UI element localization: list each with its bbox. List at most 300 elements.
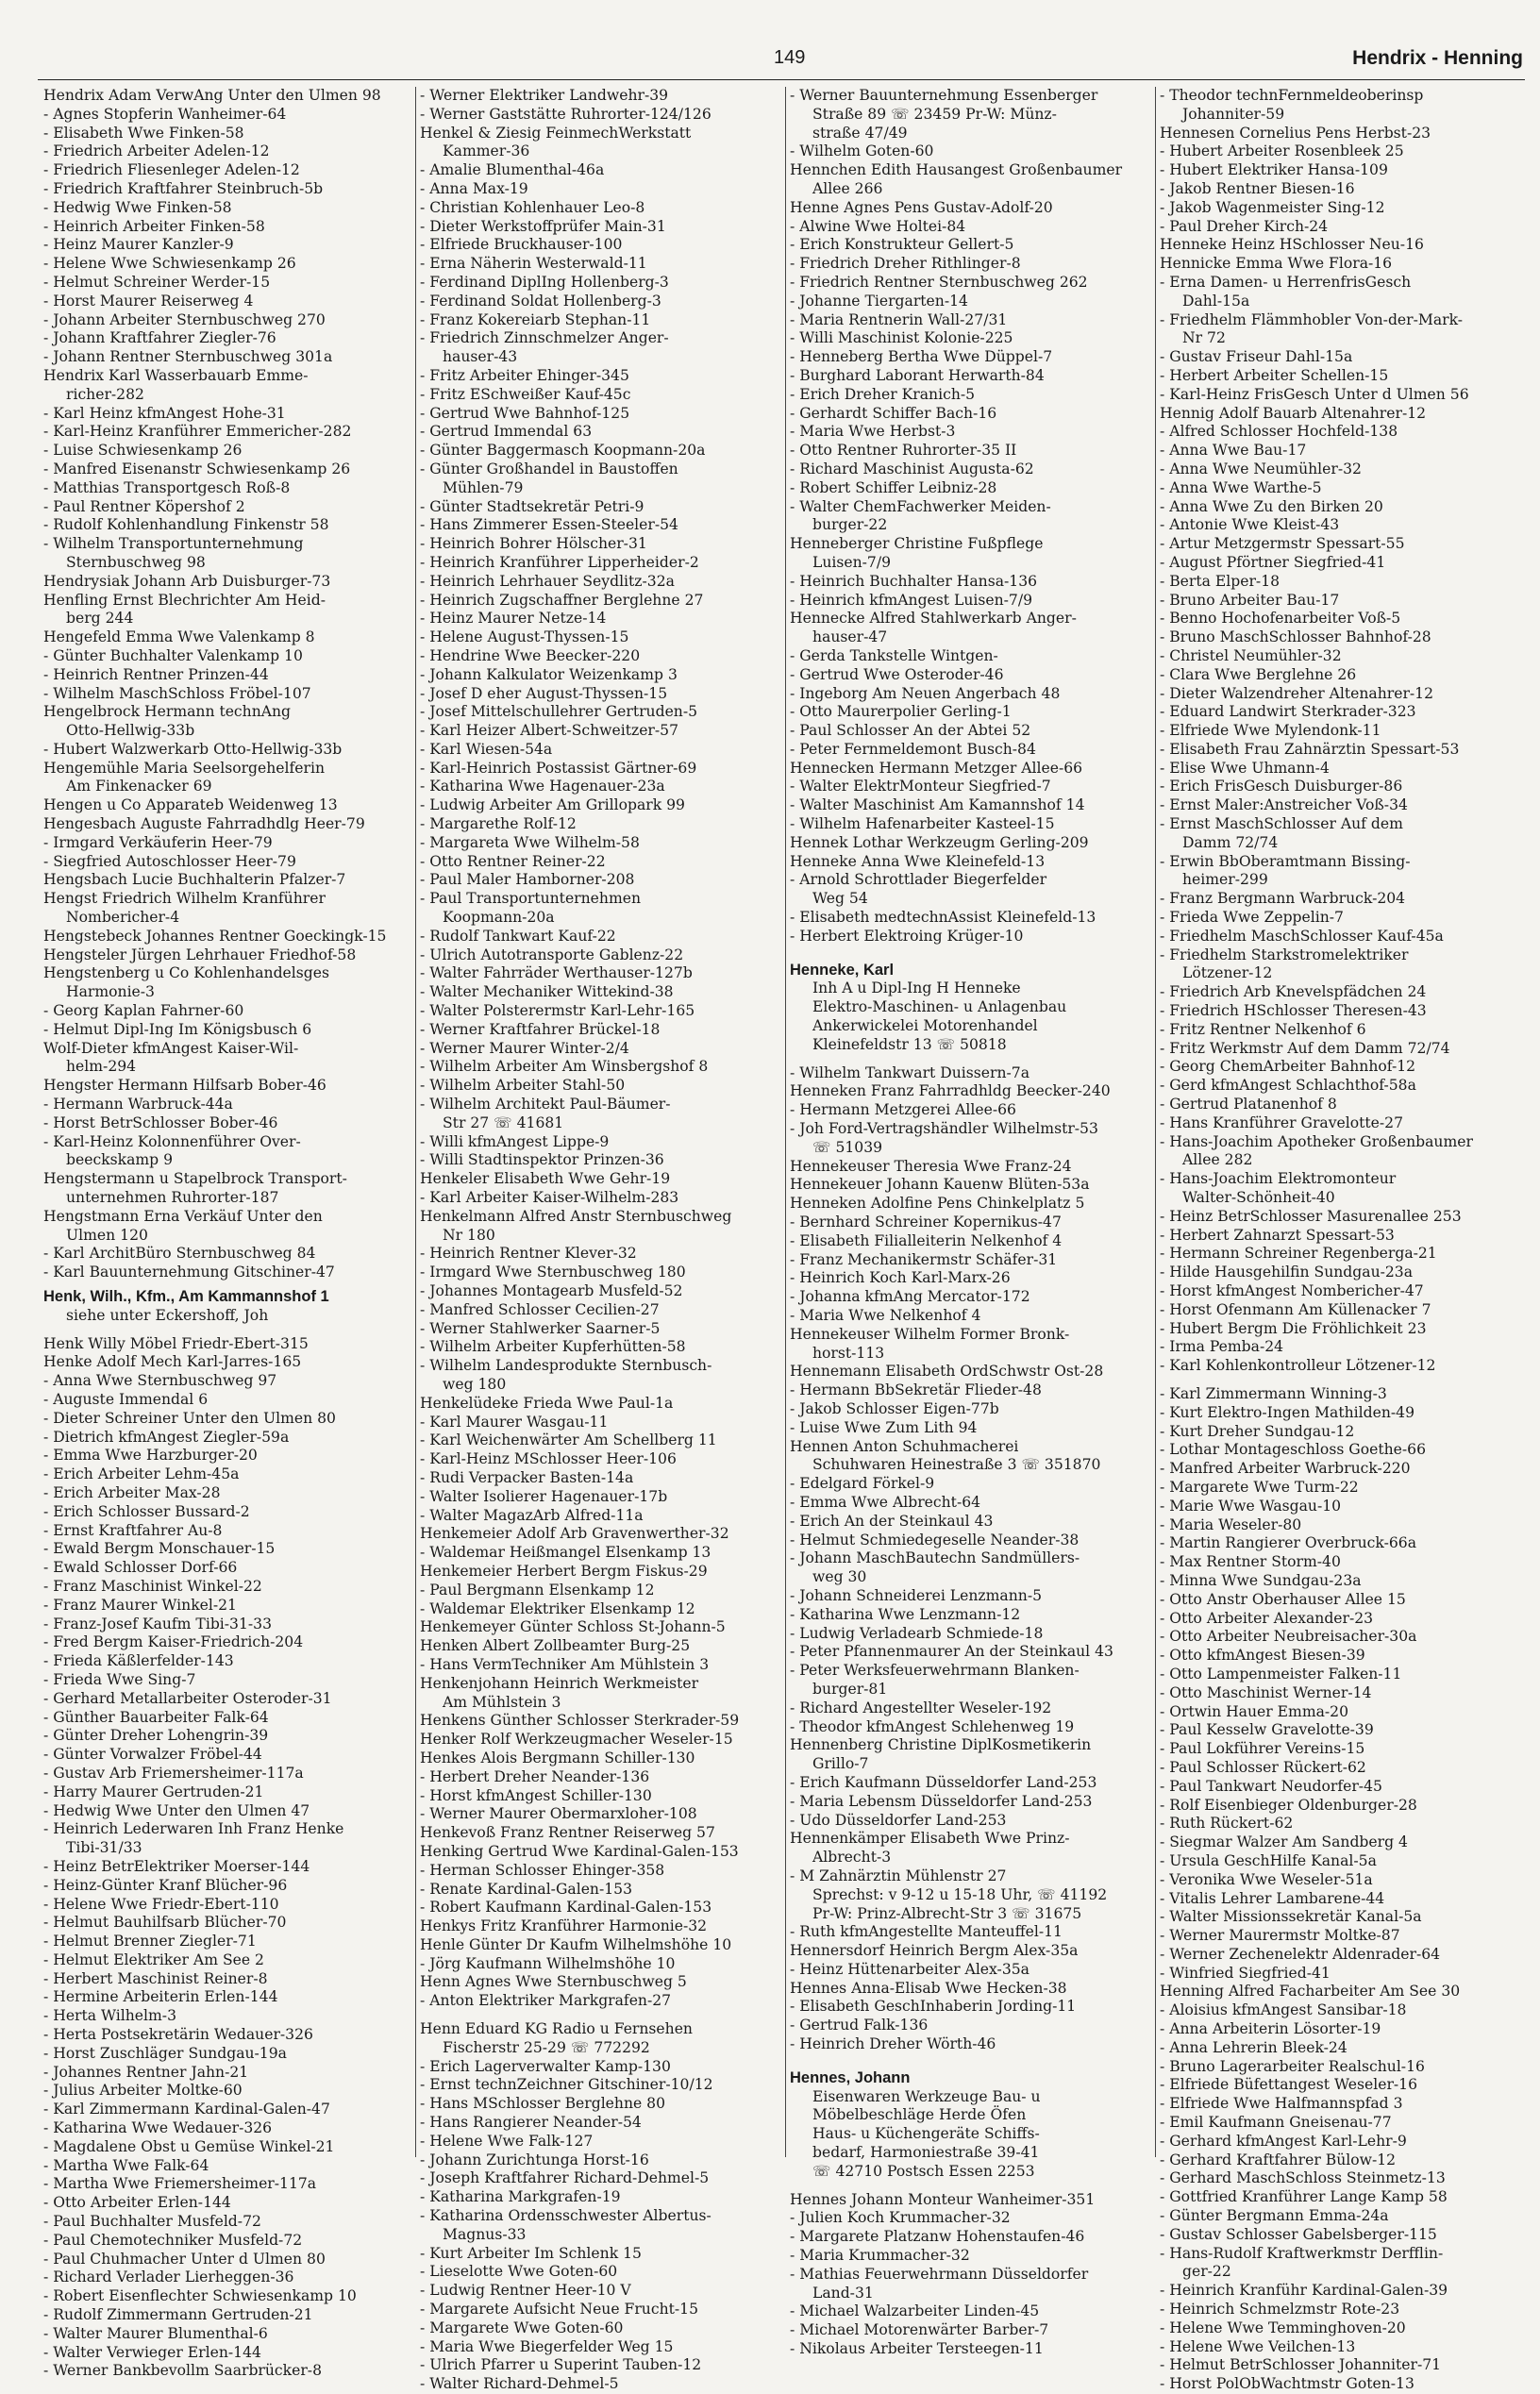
entry-continuation: Allee 282 (1182, 1151, 1253, 1169)
directory-entry: Henneken Franz Fahrradhldg Beecker-240 (790, 1082, 1111, 1100)
directory-entry: - Johann Zurichtunga Horst-16 (420, 2151, 649, 2168)
directory-entry: - Manfred Arbeiter Warbruck-220 (1160, 1460, 1411, 1478)
directory-entry: - Julien Koch Krummacher-32 (790, 2209, 1011, 2227)
directory-entry: - Siegmar Walzer Am Sandberg 4 (1160, 1833, 1408, 1851)
directory-entry: - Elfriede Büfettangest Weseler-16 (1160, 2076, 1418, 2094)
directory-entry: - Helene August-Thyssen-15 (420, 628, 629, 646)
entry-continuation: Pr-W: Prinz-Albrecht-Str 3 ☏ 31675 (812, 1904, 1082, 1922)
directory-entry: Hengsbach Lucie Buchhalterin Pfalzer-7 (43, 871, 346, 889)
directory-entry: Hennecken Hermann Metzger Allee-66 (790, 759, 1083, 777)
directory-entry: Henkys Fritz Kranführer Harmonie-32 (420, 1917, 708, 1935)
directory-entry: - Gerhard MaschSchloss Steinmetz-13 (1160, 2169, 1446, 2187)
directory-entry: - Heinrich Buchhalter Hansa-136 (790, 572, 1038, 590)
directory-entry: - Peter Pfannenmaurer An der Steinkaul 43 (790, 1643, 1113, 1661)
directory-entry: - Dieter Walzendreher Altenahrer-12 (1160, 684, 1434, 702)
directory-entry: - Maria Lebensm Düsseldorfer Land-253 (790, 1792, 1093, 1810)
directory-entry: - Renate Kardinal-Galen-153 (420, 1880, 632, 1898)
entry-continuation: richer-282 (66, 385, 144, 403)
entry-continuation: Eisenwaren Werkzeuge Bau- u (812, 2087, 1041, 2105)
directory-entry: - Werner Kraftfahrer Brückel-18 (420, 1020, 661, 1038)
directory-entry: - Clara Wwe Berglehne 26 (1160, 665, 1357, 683)
directory-entry: - Hermann BbSekretär Flieder-48 (790, 1381, 1042, 1399)
directory-entry: - Walter Mechaniker Wittekind-38 (420, 983, 674, 1001)
directory-entry: - Emma Wwe Harzburger-20 (43, 1447, 258, 1465)
directory-entry: - Heinrich Zugschaffner Berglehne 27 (420, 591, 704, 609)
directory-entry: Henkel & Ziesig FeinmechWerkstatt (420, 124, 692, 142)
directory-entry: - Wilhelm Tankwart Duissern-7a (790, 1063, 1030, 1081)
directory-entry: - Peter Fernmeldemont Busch-84 (790, 740, 1036, 758)
directory-entry: - Johanne Tiergarten-14 (790, 292, 968, 310)
directory-entry: - Willi Maschinist Kolonie-225 (790, 329, 1013, 347)
entry-continuation: Johanniter-59 (1182, 105, 1285, 123)
entry-spacer (43, 1326, 410, 1335)
directory-entry: - Walter Missionssekretär Kanal-5a (1160, 1908, 1422, 1926)
entry-spacer (790, 1055, 1156, 1064)
entry-continuation: Am Finkenacker 69 (66, 778, 212, 795)
directory-column-4 (1155, 87, 1530, 2393)
directory-entry: - Wilhelm Arbeiter Am Winsbergshof 8 (420, 1058, 709, 1076)
entry-continuation: Mühlen-79 (443, 478, 524, 496)
entry-continuation: Str 27 ☏ 41681 (443, 1113, 564, 1131)
directory-entry: - Günter Baggermasch Koopmann-20a (420, 442, 706, 460)
directory-entry: - Wilhelm Landesprodukte Sternbusch- (420, 1357, 712, 1375)
entry-continuation: berg 244 (66, 610, 134, 628)
directory-entry: - Kurt Elektro-Ingen Mathilden-49 (1160, 1403, 1415, 1421)
directory-entry: - Heinz Maurer Kanzler-9 (43, 236, 234, 254)
directory-entry: - Paul Transportunternehmen (420, 890, 641, 908)
directory-entry: - Günter Buchhalter Valenkamp 10 (43, 646, 303, 664)
directory-entry: - Gerhard Metallarbeiter Osteroder-31 (43, 1689, 332, 1707)
directory-entry: - Margarete Aufsicht Neue Frucht-15 (420, 2301, 698, 2319)
directory-entry: - Johannes Montagearb Musfeld-52 (420, 1282, 683, 1299)
directory-entry: Henneken Adolfine Pens Chinkelplatz 5 (790, 1195, 1085, 1213)
directory-entry: - Heinrich Dreher Wörth-46 (790, 2035, 996, 2053)
directory-entry: - Anna Max-19 (420, 179, 528, 197)
directory-entry: - Elisabeth Filialleiterin Nelkenhof 4 (790, 1231, 1063, 1249)
directory-entry: - Waldemar Heißmangel Elsenkamp 13 (420, 1544, 711, 1562)
directory-entry: Henk Willy Möbel Friedr-Ebert-315 (43, 1334, 309, 1352)
directory-entry: Henle Günter Dr Kaufm Wilhelmshöhe 10 (420, 1935, 732, 1953)
entry-continuation: burger-81 (812, 1680, 888, 1698)
entry-continuation: Koopmann-20a (443, 909, 555, 927)
boxed-entry-heading: Hennes, Johann (790, 2068, 911, 2086)
directory-entry: Hennig Adolf Bauarb Altenahrer-12 (1160, 404, 1427, 422)
directory-entry: - Gerhardt Schiffer Bach-16 (790, 404, 997, 422)
directory-entry: - Anna Lehrerin Bleek-24 (1160, 2038, 1348, 2056)
entry-continuation: siehe unter Eckershoff, Joh (66, 1306, 269, 1324)
directory-entry: - Aloisius kfmAngest Sansibar-18 (1160, 2001, 1407, 2019)
directory-entry: - Katharina Wwe Hagenauer-23a (420, 778, 665, 795)
directory-entry: - Josef D eher August-Thyssen-15 (420, 684, 668, 702)
directory-entry: - Frieda Wwe Sing-7 (43, 1670, 196, 1688)
directory-entry: - Herbert Dreher Neander-136 (420, 1767, 650, 1785)
directory-entry: - Elfriede Wwe Halfmannspfad 3 (1160, 2095, 1403, 2113)
directory-entry: - Alwine Wwe Holtei-84 (790, 217, 966, 235)
entry-continuation: Harmonie-3 (66, 983, 155, 1001)
directory-entry: - Mathias Feuerwehrmann Düsseldorfer (790, 2265, 1089, 2283)
directory-entry: - Bruno Arbeiter Bau-17 (1160, 591, 1340, 609)
directory-entry: - Horst PolObWachtmstr Goten-13 (1160, 2375, 1414, 2393)
directory-entry: - Paul Lokführer Vereins-15 (1160, 1740, 1365, 1758)
directory-entry: - Walter Richard-Dehmel-5 (420, 2375, 619, 2393)
directory-entry: - Karl Maurer Wasgau-11 (420, 1413, 609, 1431)
directory-entry: - Elfriede Wwe Mylendonk-11 (1160, 722, 1381, 740)
directory-entry: Henkeler Elisabeth Wwe Gehr-19 (420, 1170, 671, 1188)
directory-entry: - Gustav Friseur Dahl-15a (1160, 348, 1353, 366)
entry-continuation: unternehmen Ruhrorter-187 (66, 1189, 279, 1207)
directory-entry: - Richard Maschinist Augusta-62 (790, 460, 1034, 477)
directory-entry: - Willi Stadtinspektor Prinzen-36 (420, 1151, 664, 1169)
directory-entry: - Hans Kranführer Gravelotte-27 (1160, 1113, 1404, 1131)
directory-entry: - Max Rentner Storm-40 (1160, 1553, 1341, 1571)
directory-entry: - Werner Maurermstr Moltke-87 (1160, 1927, 1400, 1945)
entry-continuation: horst-113 (812, 1344, 885, 1362)
entry-spacer (420, 2011, 784, 2020)
directory-entry: - Julius Arbeiter Moltke-60 (43, 2082, 243, 2100)
directory-entry: Hennes Anna-Elisab Wwe Hecken-38 (790, 1979, 1067, 1997)
directory-entry: - Rolf Eisenbieger Oldenburger-28 (1160, 1796, 1417, 1814)
directory-entry: - Werner Maurer Obermarxloher-108 (420, 1805, 697, 1823)
directory-entry: - Ruth kfmAngestellte Manteuffel-11 (790, 1923, 1063, 1941)
directory-entry: - Walter MagazArb Alfred-11a (420, 1506, 644, 1524)
directory-entry: - Auguste Immendal 6 (43, 1390, 209, 1408)
directory-entry: - Hermann Schreiner Regenberga-21 (1160, 1245, 1437, 1263)
directory-entry: - Luise Wwe Zum Lith 94 (790, 1418, 978, 1436)
directory-entry: - Jakob Rentner Biesen-16 (1160, 179, 1355, 197)
directory-entry: - Ewald Schlosser Dorf-66 (43, 1559, 238, 1577)
directory-entry: - Friedrich Arb Knevelspfädchen 24 (1160, 983, 1427, 1001)
directory-entry: - Jörg Kaufmann Wilhelmshöhe 10 (420, 1954, 676, 1972)
directory-entry: - Anna Wwe Bau-17 (1160, 442, 1307, 460)
directory-entry: - Dieter Werkstoffprüfer Main-31 (420, 217, 666, 235)
directory-entry: - Harry Maurer Gertruden-21 (43, 1783, 264, 1800)
directory-entry: - Henneberg Bertha Wwe Düppel-7 (790, 348, 1053, 366)
directory-entry: - Jakob Wagenmeister Sing-12 (1160, 198, 1385, 216)
directory-entry: Henkelmann Alfred Anstr Sternbuschweg (420, 1207, 732, 1225)
directory-entry: Hendrix Karl Wasserbauarb Emme- (43, 366, 309, 384)
directory-entry: - Hedwig Wwe Finken-58 (43, 198, 232, 216)
directory-entry: - Benno Hochofenarbeiter Voß-5 (1160, 610, 1401, 628)
directory-entry: - Helmut Schreiner Werder-15 (43, 273, 271, 291)
directory-entry: - Heinrich Bohrer Hölscher-31 (420, 535, 647, 553)
directory-entry: - Margarete Wwe Goten-60 (420, 2319, 624, 2336)
directory-entry: - Alfred Schlosser Hochfeld-138 (1160, 423, 1398, 441)
directory-entry: - Fritz Rentner Nelkenhof 6 (1160, 1020, 1366, 1038)
directory-entry: Hennchen Edith Hausangest Großenbaumer (790, 161, 1123, 179)
directory-entry: - Karl Bauunternehmung Gitschiner-47 (43, 1264, 335, 1281)
entry-continuation: Straße 89 ☏ 23459 Pr-W: Münz- (812, 105, 1057, 123)
directory-entry: - Heinz Maurer Netze-14 (420, 610, 607, 628)
directory-entry: - Erich Kaufmann Düsseldorfer Land-253 (790, 1773, 1097, 1791)
directory-entry: Hengsteler Jürgen Lehrhauer Friedhof-58 (43, 946, 357, 963)
directory-entry: - Helene Wwe Veilchen-13 (1160, 2337, 1356, 2355)
directory-entry: - Otto Rentner Reiner-22 (420, 852, 606, 870)
directory-entry: - Erich Konstrukteur Gellert-5 (790, 236, 1014, 254)
directory-entry: - Fritz Werkmstr Auf dem Damm 72/74 (1160, 1039, 1450, 1057)
directory-entry: - Irma Pemba-24 (1160, 1338, 1284, 1356)
directory-entry: - Walter ElektrMonteur Siegfried-7 (790, 778, 1051, 795)
directory-entry: Henfling Ernst Blechrichter Am Heid- (43, 591, 326, 609)
directory-entry: - Johann Arbeiter Sternbuschweg 270 (43, 310, 326, 328)
directory-entry: - Ernst Kraftfahrer Au-8 (43, 1521, 223, 1539)
entry-continuation: Am Mühlstein 3 (443, 1693, 561, 1711)
directory-entry: - Ingeborg Am Neuen Angerbach 48 (790, 684, 1061, 702)
page-number: 149 (774, 47, 806, 68)
directory-entry: - Karl ArchitBüro Sternbuschweg 84 (43, 1245, 316, 1263)
directory-entry: - Fritz Arbeiter Ehinger-345 (420, 366, 629, 384)
directory-entry: - Paul Chuhmacher Unter d Ulmen 80 (43, 2250, 326, 2268)
directory-entry: - Ulrich Autotransporte Gablenz-22 (420, 946, 684, 963)
directory-entry: - Horst Ofenmann Am Küllenacker 7 (1160, 1300, 1431, 1318)
directory-entry: Hennicke Emma Wwe Flora-16 (1160, 255, 1393, 273)
directory-entry: - Edelgard Förkel-9 (790, 1475, 935, 1493)
directory-entry: - Anton Elektriker Markgrafen-27 (420, 1992, 672, 2010)
directory-entry: - Marie Wwe Wasgau-10 (1160, 1497, 1342, 1515)
directory-entry: - Johannes Rentner Jahn-21 (43, 2063, 249, 2081)
directory-entry: - Ulrich Pfarrer u Superint Tauben-12 (420, 2356, 702, 2374)
directory-entry: - Paul Schlosser An der Abtei 52 (790, 722, 1031, 740)
directory-entry: - Hendrine Wwe Beecker-220 (420, 646, 641, 664)
directory-entry: - Karl Heinz kfmAngest Hohe-31 (43, 404, 286, 422)
directory-entry: - Hans-Joachim Elektromonteur (1160, 1170, 1397, 1188)
directory-entry: - Franz Maschinist Winkel-22 (43, 1577, 262, 1595)
entry-continuation: Ankerwickelei Motorenhandel (812, 1017, 1038, 1035)
directory-entry: - Joseph Kraftfahrer Richard-Dehmel-5 (420, 2169, 710, 2187)
directory-entry: - Johann Kraftfahrer Ziegler-76 (43, 329, 276, 347)
directory-entry: Hengstmann Erna Verkäuf Unter den (43, 1207, 323, 1225)
entry-continuation: beeckskamp 9 (66, 1151, 174, 1169)
directory-entry: - Michael Walzarbeiter Linden-45 (790, 2302, 1040, 2320)
directory-entry: - Ortwin Hauer Emma-20 (1160, 1702, 1349, 1720)
directory-entry: - Johann MaschBautechn Sandmüllers- (790, 1549, 1080, 1567)
directory-entry: Henke Adolf Mech Karl-Jarres-165 (43, 1353, 302, 1371)
directory-entry: - Frieda Käßlerfelder-143 (43, 1652, 234, 1670)
directory-entry: - Anna Wwe Sternbuschweg 97 (43, 1372, 277, 1390)
directory-entry: - Helmut BetrSchlosser Johanniter-71 (1160, 2356, 1442, 2374)
directory-entry: - Werner Gaststätte Ruhrorter-124/126 (420, 105, 711, 123)
directory-entry: - Hermann Warbruck-44a (43, 1096, 233, 1113)
entry-continuation: Fischerstr 25-29 ☏ 772292 (443, 2038, 650, 2056)
directory-entry: - Gustav Arb Friemersheimer-117a (43, 1764, 304, 1782)
directory-entry: - Gertrud Falk-136 (790, 2017, 929, 2034)
directory-entry: - Gustav Schlosser Gabelsberger-115 (1160, 2225, 1437, 2243)
directory-entry: - Berta Elper-18 (1160, 572, 1281, 590)
directory-entry: - Karl-Heinz MSchlosser Heer-106 (420, 1450, 677, 1468)
directory-entry: - Herbert Zahnarzt Spessart-53 (1160, 1226, 1395, 1244)
directory-entry: - Paul Tankwart Neudorfer-45 (1160, 1777, 1382, 1795)
directory-entry: - Paul Buchhalter Musfeld-72 (43, 2213, 261, 2231)
directory-entry: Henneke Heinz HSchlosser Neu-16 (1160, 236, 1424, 254)
entry-continuation: weg 180 (443, 1375, 507, 1393)
directory-entry: - Otto kfmAngest Biesen-39 (1160, 1647, 1365, 1665)
entry-spacer (790, 2054, 1156, 2064)
entry-continuation: ☏ 42710 Postsch Essen 2253 (812, 2162, 1035, 2180)
directory-entry: - Manfred Eisenanstr Schwiesenkamp 26 (43, 460, 351, 477)
directory-entry: Hengelbrock Hermann technAng (43, 703, 292, 721)
directory-entry: - Karl-Heinrich Postassist Gärtner-69 (420, 759, 697, 777)
directory-entry: - Helene Wwe Falk-127 (420, 2132, 594, 2150)
directory-entry: - Maria Wwe Herbst-3 (790, 423, 956, 441)
directory-column-2 (415, 87, 784, 2393)
directory-entry: - Gerd kfmAngest Schlachthof-58a (1160, 1077, 1416, 1095)
directory-entry: - Erna Damen- u HerrenfrisGesch (1160, 273, 1412, 291)
directory-entry: Henkemeier Adolf Arb Gravenwerther-32 (420, 1525, 729, 1543)
directory-entry: - Walter Isolierer Hagenauer-17b (420, 1487, 668, 1505)
entry-continuation: ger-22 (1182, 2263, 1231, 2281)
directory-entry: - Helmut Elektriker Am See 2 (43, 1950, 264, 1968)
directory-entry: - Heinz BetrElektriker Moerser-144 (43, 1857, 310, 1875)
directory-entry: Hengster Hermann Hilfsarb Bober-46 (43, 1077, 326, 1095)
directory-entry: - Paul Chemotechniker Musfeld-72 (43, 2231, 303, 2249)
directory-entry: - Katharina Markgrafen-19 (420, 2188, 621, 2206)
directory-entry: - Wilhelm MaschSchloss Fröbel-107 (43, 684, 311, 702)
directory-entry: - Ludwig Verladearb Schmiede-18 (790, 1624, 1044, 1642)
directory-entry: - Friedhelm Starkstromelektriker (1160, 946, 1409, 963)
directory-entry: Hennenkämper Elisabeth Wwe Prinz- (790, 1830, 1070, 1848)
entry-continuation: Tibi-31/33 (66, 1839, 142, 1857)
directory-entry: Hengesbach Auguste Fahrradhdlg Heer-79 (43, 815, 365, 833)
entry-continuation: Dahl-15a (1182, 292, 1250, 310)
directory-entry: - Ernst MaschSchlosser Auf dem (1160, 815, 1403, 833)
directory-entry: - Horst kfmAngest Schiller-130 (420, 1786, 652, 1804)
directory-entry: Hengstermann u Stapelbrock Transport- (43, 1170, 347, 1188)
directory-entry: - Anna Wwe Warthe-5 (1160, 478, 1322, 496)
directory-entry: - Gerhard Kraftfahrer Bülow-12 (1160, 2151, 1397, 2168)
directory-entry: - Ernst Maler:Anstreicher Voß-34 (1160, 796, 1408, 814)
directory-entry: - Heinrich Koch Karl-Marx-26 (790, 1269, 1011, 1287)
directory-entry: Hennersdorf Heinrich Bergm Alex-35a (790, 1942, 1079, 1960)
directory-entry: - Emil Kaufmann Gneisenau-77 (1160, 2114, 1392, 2132)
directory-entry: - Martha Wwe Friemersheimer-117a (43, 2175, 317, 2193)
entry-continuation: bedarf, Harmoniestraße 39-41 (812, 2144, 1040, 2162)
directory-entry: - Bruno MaschSchlosser Bahnhof-28 (1160, 628, 1431, 646)
directory-entry: Hengemühle Maria Seelsorgehelferin (43, 759, 326, 777)
entry-continuation: Elektro-Maschinen- u Anlagenbau (812, 998, 1067, 1016)
directory-entry: - Peter Werksfeuerwehrmann Blanken- (790, 1662, 1080, 1680)
directory-entry: Hennek Lothar Werkzeugm Gerling-209 (790, 833, 1089, 851)
entry-continuation: Albrecht-3 (812, 1849, 892, 1867)
directory-entry: Hengefeld Emma Wwe Valenkamp 8 (43, 628, 315, 646)
directory-entry: - Anna Arbeiterin Lösorter-19 (1160, 2020, 1381, 2038)
directory-entry: - Anna Wwe Neumühler-32 (1160, 460, 1362, 477)
directory-entry: - Nikolaus Arbeiter Tersteegen-11 (790, 2340, 1044, 2358)
entry-continuation: Otto-Hellwig-33b (66, 722, 195, 740)
directory-entry: - Otto Arbeiter Erlen-144 (43, 2194, 231, 2212)
directory-entry: - Elfriede Bruckhauser-100 (420, 236, 623, 254)
directory-entry: - Wilhelm Transportunternehmung (43, 535, 304, 553)
directory-entry: - Veronika Wwe Weseler-51a (1160, 1870, 1373, 1888)
directory-entry: Hennenberg Christine DiplKosmetikerin (790, 1736, 1092, 1754)
directory-entry: - Heinrich Arbeiter Finken-58 (43, 217, 265, 235)
directory-entry: - Karl Heizer Albert-Schweitzer-57 (420, 722, 678, 740)
directory-entry: - Werner Bauunternehmung Essenberger (790, 87, 1098, 104)
directory-entry: - Luise Schwiesenkamp 26 (43, 442, 243, 460)
directory-entry: - Walter Maurer Blumenthal-6 (43, 2324, 268, 2342)
directory-entry: - Eduard Landwirt Sterkrader-323 (1160, 703, 1416, 721)
directory-entry: - Friedrich Zinnschmelzer Anger- (420, 329, 669, 347)
directory-entry: - Emma Wwe Albrecht-64 (790, 1493, 981, 1511)
directory-entry: - Robert Eisenflechter Schwiesenkamp 10 (43, 2287, 357, 2305)
entry-continuation: Damm 72/74 (1182, 833, 1279, 851)
directory-entry: - Helene Wwe Friedr-Ebert-110 (43, 1895, 279, 1913)
directory-entry: - Hans MSchlosser Berglehne 80 (420, 2095, 666, 2113)
directory-entry: - Otto Arbeiter Alexander-23 (1160, 1609, 1374, 1627)
entry-continuation: Allee 266 (812, 179, 883, 197)
directory-entry: - Erich Schlosser Bussard-2 (43, 1502, 250, 1520)
entry-continuation: Schuhwaren Heinestraße 3 ☏ 351870 (812, 1456, 1101, 1474)
directory-entry: - Erich An der Steinkaul 43 (790, 1512, 994, 1530)
directory-entry: - Bernhard Schreiner Kopernikus-47 (790, 1214, 1062, 1231)
directory-entry: - Walter Fahrräder Werthauser-127b (420, 964, 693, 982)
entry-continuation: heimer-299 (1182, 871, 1268, 889)
directory-entry: - Willi kfmAngest Lippe-9 (420, 1132, 610, 1150)
entry-continuation: helm-294 (66, 1058, 137, 1076)
directory-entry: - Heinrich Kranführ Kardinal-Galen-39 (1160, 2282, 1448, 2300)
directory-entry: Henning Alfred Facharbeiter Am See 30 (1160, 1983, 1461, 2001)
directory-entry: - Friedhelm Flämmhobler Von-der-Mark- (1160, 310, 1464, 328)
directory-entry: - Hubert Walzwerkarb Otto-Hellwig-33b (43, 740, 343, 758)
directory-entry: Hengstebeck Johannes Rentner Goeckingk-15 (43, 927, 387, 945)
directory-entry: - Günter Vorwalzer Fröbel-44 (43, 1746, 262, 1764)
directory-entry: - Helene Wwe Schwiesenkamp 26 (43, 255, 296, 273)
directory-entry: - Gertrud Immendal 63 (420, 423, 593, 441)
directory-entry: - Herbert Elektroing Krüger-10 (790, 927, 1024, 945)
directory-entry: - Helmut Bauhilfsarb Blücher-70 (43, 1914, 287, 1932)
directory-entry: - Robert Kaufmann Kardinal-Galen-153 (420, 1899, 712, 1917)
directory-entry: - Paul Maler Hamborner-208 (420, 871, 635, 889)
entry-continuation: Ulmen 120 (66, 1226, 148, 1244)
directory-entry: Henkens Günther Schlosser Sterkrader-59 (420, 1712, 740, 1730)
directory-entry: - Ruth Rückert-62 (1160, 1815, 1294, 1833)
directory-entry: Henker Rolf Werkzeugmacher Weseler-15 (420, 1731, 733, 1749)
directory-entry: - Maria Wwe Biegerfelder Weg 15 (420, 2337, 674, 2355)
directory-entry: Henkenjohann Heinrich Werkmeister (420, 1674, 699, 1692)
directory-entry: Henneke Anna Wwe Kleinefeld-13 (790, 852, 1046, 870)
directory-entry: - Rudolf Tankwart Kauf-22 (420, 927, 616, 945)
directory-entry: - Elisabeth GeschInhaberin Jording-11 (790, 1998, 1077, 2016)
directory-entry: - Christian Kohlenhauer Leo-8 (420, 198, 645, 216)
directory-entry: - Burghard Laborant Herwarth-84 (790, 366, 1045, 384)
directory-entry: Hennekeuer Johann Kauenw Blüten-53a (790, 1176, 1090, 1194)
directory-entry: - Herbert Maschinist Reiner-8 (43, 1969, 268, 1987)
entry-spacer (1160, 1376, 1530, 1385)
directory-entry: Henne Agnes Pens Gustav-Adolf-20 (790, 198, 1053, 216)
directory-entry: - Minna Wwe Sundgau-23a (1160, 1571, 1362, 1589)
entry-continuation: hauser-47 (812, 628, 888, 646)
directory-entry: - Arnold Schrottlader Biegerfelder (790, 871, 1047, 889)
directory-entry: - Richard Angestellter Weseler-192 (790, 1699, 1052, 1716)
directory-entry: - Hans VermTechniker Am Mühlstein 3 (420, 1655, 710, 1673)
entry-continuation: weg 30 (812, 1568, 867, 1586)
directory-entry: - Karl-Heinz Kolonnenführer Over- (43, 1132, 301, 1150)
entry-continuation: Luisen-7/9 (812, 553, 892, 571)
entry-continuation: Nr 180 (443, 1226, 495, 1244)
directory-entry: - Ewald Bergm Monschauer-15 (43, 1540, 276, 1558)
directory-entry: - Margareta Wwe Wilhelm-58 (420, 833, 640, 851)
directory-entry: Henkemeyer Günter Schloss St-Johann-5 (420, 1618, 726, 1636)
entry-continuation: burger-22 (812, 516, 888, 534)
entry-continuation: Möbelbeschläge Herde Öfen (812, 2106, 1027, 2124)
directory-entry: Hennecke Alfred Stahlwerkarb Anger- (790, 610, 1077, 628)
entry-continuation: straße 47/49 (812, 124, 908, 142)
directory-entry: - Hubert Elektriker Hansa-109 (1160, 161, 1388, 179)
directory-entry: - Martin Rangierer Overbruck-66a (1160, 1534, 1416, 1552)
directory-entry: - Kurt Dreher Sundgau-12 (1160, 1422, 1355, 1440)
directory-entry: - Waldemar Elektriker Elsenkamp 12 (420, 1599, 695, 1617)
directory-entry: - Erich Dreher Kranich-5 (790, 385, 976, 403)
directory-entry: - Helene Wwe Temminghoven-20 (1160, 2319, 1406, 2336)
directory-entry: - Gertrud Wwe Bahnhof-125 (420, 404, 630, 422)
